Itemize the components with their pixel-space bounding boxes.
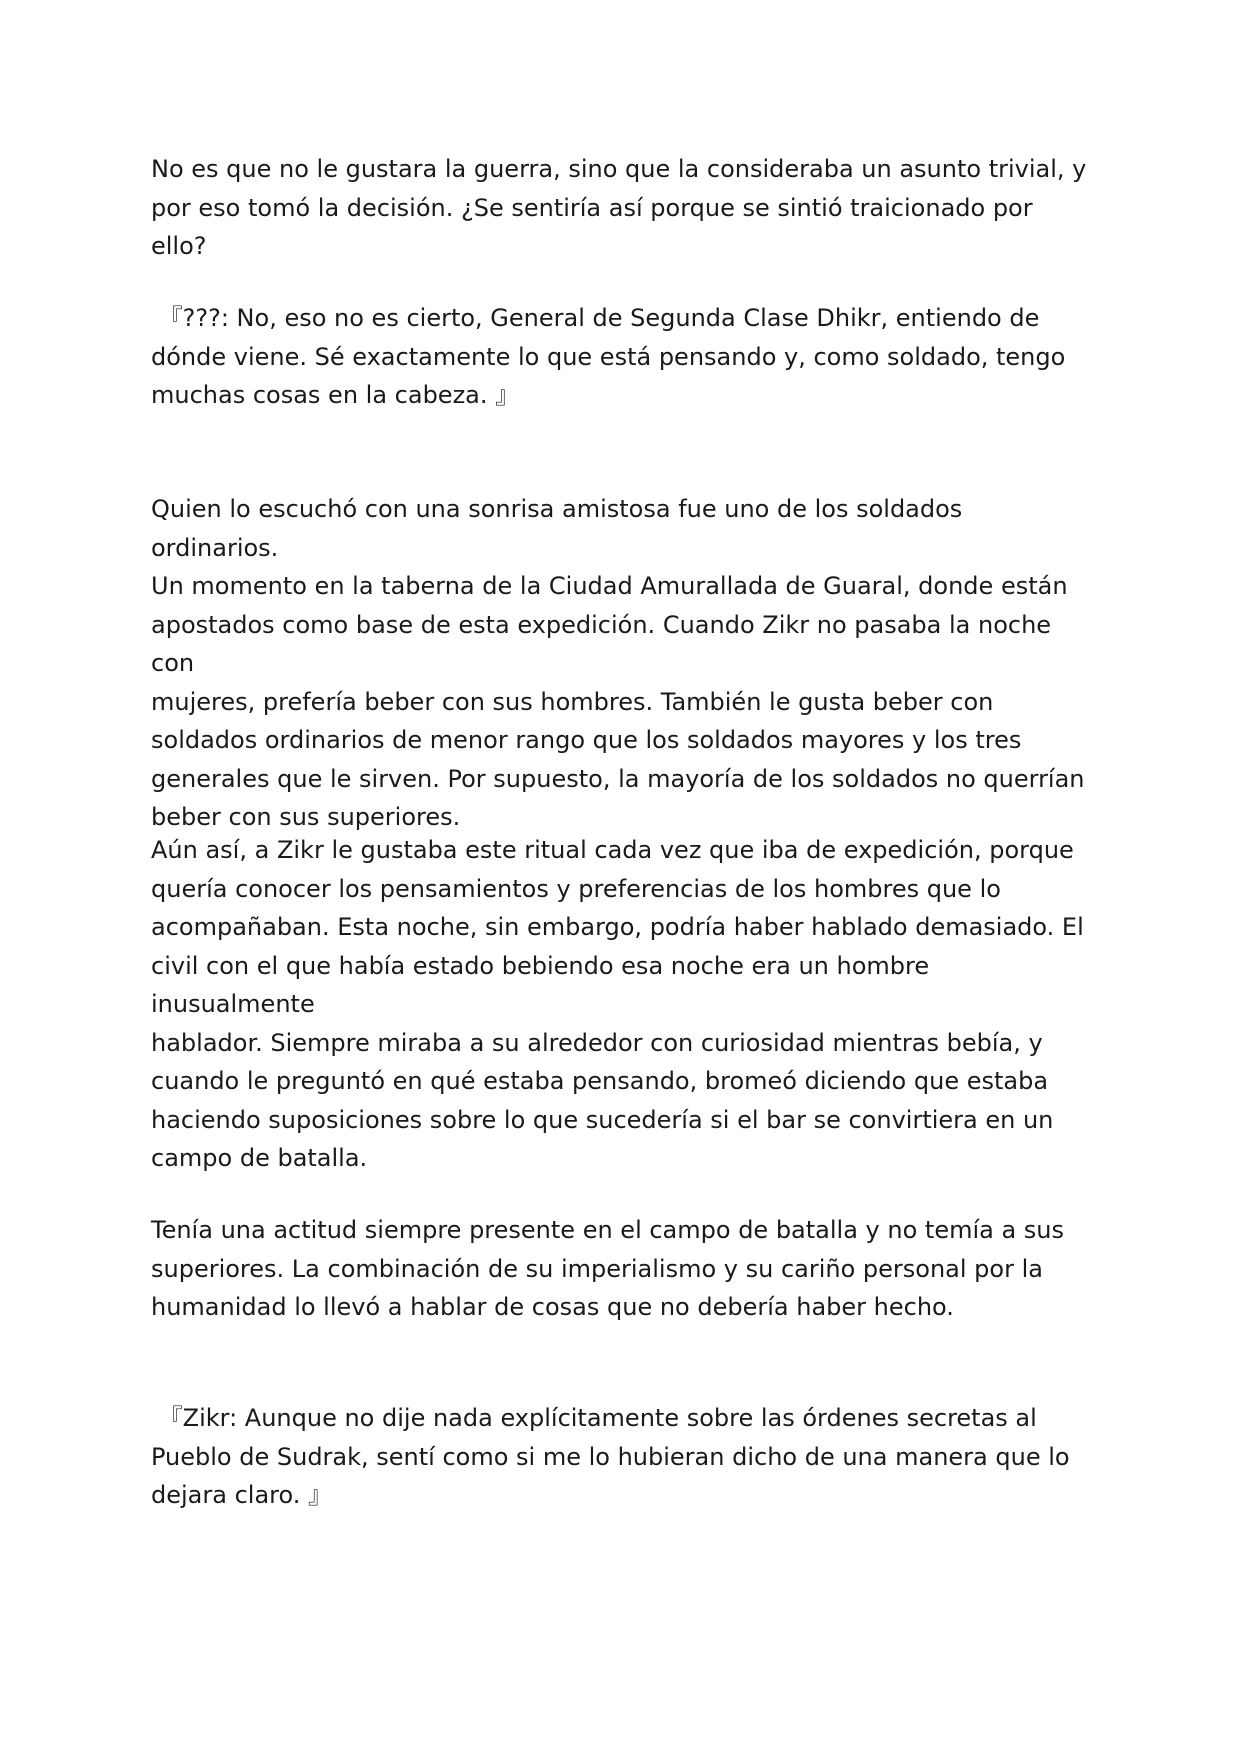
dialogue-unknown-speaker: 『???: No, eso no es cierto, General de Segunda Clase Dhikr, entiendo de dónde viene. Sé exactamente lo que está pensando y, como soldado, tengo muchas cosas en la cabeza. 』 bbox=[151, 304, 1066, 409]
paragraph-battlefield-attitude: Tenía una actitud siempre presente en el campo de batalla y no temía a sus superiores. La combinación de su imperialismo y su cariño personal por la humanidad lo llevó a hablar de cosas que no debería haber hecho. bbox=[151, 1216, 1065, 1321]
paragraph-tavern-scene: Quien lo escuchó con una sonrisa amistosa fue uno de los soldados ordinarios. Un momento en la taberna de la Ciudad Amurallada de Guaral, donde están apostados como base de esta expedición. Cuando Zikr no pasaba la noche con mujeres, prefería beber con sus hombres. También le gusta beber con soldados ordinarios de menor rango que los soldados mayores y los tres generales que le sirven. Por supuesto, la mayoría de los soldados no querrían beber con sus superiores. bbox=[151, 495, 1085, 831]
paragraph-expedition-ritual: Aún así, a Zikr le gustaba este ritual cada vez que iba de expedición, porque quería conocer los pensamientos y preferencias de los hombres que lo acompañaban. Esta noche, sin embargo, podría haber hablado demasiado. El civil con el que había estado bebiendo esa noche era un hombre inusualmente hablador. Siempre miraba a su alrededor con curiosidad mientras bebía, y cuando le preguntó en qué estaba pensando, bromeó diciendo que estaba haciendo suposiciones sobre lo que sucedería si el bar se convirtiera en un campo de batalla. bbox=[151, 836, 1084, 1172]
paragraph-war-decision: No es que no le gustara la guerra, sino que la consideraba un asunto trivial, y por eso tomó la decisión. ¿Se sentiría así porque se sintió traicionado por ello? bbox=[151, 155, 1087, 260]
dialogue-zikr: 『Zikr: Aunque no dije nada explícitamente sobre las órdenes secretas al Pueblo de Sudrak, sentí como si me lo hubieran dicho de una manera que lo dejara claro. 』 bbox=[151, 1404, 1070, 1509]
